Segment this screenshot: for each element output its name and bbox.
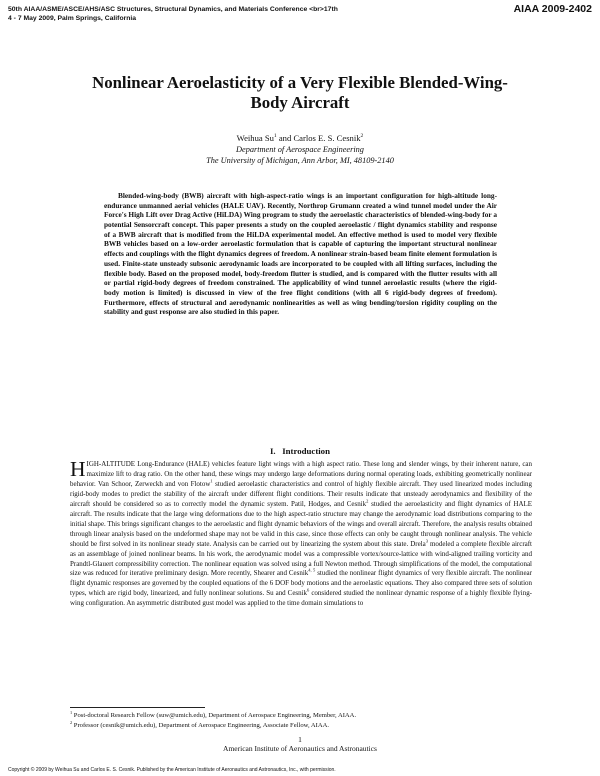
text-run: studied the nonlinear flight dynamics of very flexible aircraft. The nonlinear flight dynamic responses are governed by the coupled equations of the 6 DOF body motions and the aeroelastic equations. They also compared three sets of solution types, which are rigid body, linearized, and fully nonlinear solutions. Su and Cesnik [70, 569, 532, 598]
author-name: Carlos E. S. Cesnik [293, 133, 361, 143]
department: Department of Aerospace Engineering [236, 145, 364, 154]
footnote-mark: 1 [273, 133, 277, 140]
citation-mark: 1 [210, 478, 213, 484]
section-heading [72, 446, 528, 456]
text-run: studied aeroelastic characteristics and control of highly flexible aircraft. They used linearized modes including rigid-body modes to predict the stability of the aircraft under different flight conditions. Their results indicate that unsteady aerodynamics and flexibility of the aircraft should be considered so as to correctly model the dynamic system. Patil, Hodges, and Cesnik [70, 479, 532, 508]
section-title: Introduction [282, 446, 330, 456]
author-list [100, 133, 500, 144]
title-line: Nonlinear Aeroelasticity of a Very Flexible Blended-Wing- [92, 73, 508, 92]
citation-mark: 6 [307, 588, 310, 594]
conference-name: 50th AIAA/ASME/ASCE/AHS/ASC Structures, Structural Dynamics, and Materials Conference <br>17th [8, 6, 338, 13]
affiliation [100, 145, 500, 166]
footnote [70, 709, 532, 720]
footnote-mark: 1 [70, 709, 73, 715]
footnote-text: Post-doctoral Research Fellow (suw@umich.edu), Department of Aerospace Engineering, Member, AIAA. [72, 712, 357, 719]
footnote-mark: 2 [360, 133, 364, 140]
university: The University of Michigan, Ann Arbor, MI, 48109-2140 [206, 155, 394, 165]
section-number: I. [270, 446, 276, 456]
intro-paragraph [70, 457, 532, 609]
institute-footer: American Institute of Aeronautics and Astronautics [223, 744, 377, 753]
drop-cap: H [70, 457, 86, 481]
footnote-text: Professor (cesnik@umich.edu), Department of Aerospace Engineering, Associate Fellow, AIAA. [72, 722, 330, 729]
footnote-mark: 2 [70, 719, 73, 725]
text-run: IGH-ALTITUDE Long-Endurance (HALE) vehicles feature light wings with a high aspect ratio. These long and slender wings, by their inherent nature, can maximize lift to drag ratio. On the other hand, these wings may undergo large deformations during normal operating loads, exhibiting geometrically nonlinear behavior. Van Schoor, Zerweckh and von Flotow [70, 460, 532, 488]
author-joiner: and [276, 133, 294, 143]
author-name: Weihua Su [236, 133, 274, 143]
paper-id: AIAA 2009-2402 [513, 3, 592, 15]
copyright-notice: Copyright © 2009 by Weihua Su and Carlos E. S. Cesnik. Published by the American Institute of Aeronautics and Astronautics, Inc., with permission. [8, 767, 336, 773]
abstract: Blended-wing-body (BWB) aircraft with high-aspect-ratio wings is an important configuration for high-altitude long-endurance unmanned aerial vehicles (HALE UAV). Recently, Northrop Grumann created a wind tunnel model under the Air Force's High Lift over Drag Active (HiLDA) Wing program to study the aeroelastic characteristics of blended-wing-body for a potential Sensorcraft concept. This paper presents a study on the coupled aeroelastic / flight dynamics stability and response of a BWB aircraft that is modified from the HiLDA experimental model. An effective method is used to model very flexible BWB vehicles based on a low-order aeroelastic formulation that is capable of capturing the important structural nonlinear effects and couplings with the flight dynamics degrees of freedom. A nonlinear strain-based beam finite element formulation is used. Finite-state unsteady subsonic aerodynamic loads are incorporated to be coupled with all lifting surfaces, including the flexible body. Based on the proposed model, body-freedom flutter is studied, and is compared with the flutter results with all or partial rigid-body degrees of freedom constrained. The applicability of wind tunnel aeroelastic results (where the rigid-body motion is limited) is discussed in view of the free flight conditions (with all 6 rigid-body degrees of freedom). Furthermore, effects of structural and aerodynamic nonlinearities as well as wing bending/torsion rigidity coupling on the stability and gust response are also studied in this paper. [104, 191, 497, 317]
citation-mark: 3 [425, 538, 428, 544]
text-run: considered studied the nonlinear dynamic response of a highly flexible flying-wing configuration. An asymmetric distributed gust model was applied to the time domain simulations to [70, 589, 532, 608]
citation-mark: 4, 5 [308, 568, 316, 574]
title-line: Body Aircraft [250, 93, 350, 112]
text-run: modeled a complete flexible aircraft as an assemblage of joined nonlinear beams. In his work, the aerodynamic model was a compressible vortex/source-lattice with wind-aligned trailing vorticity and Prandtl-Glauert compressibility correction. The nonlinear equation was solved using a full Newton method. Through simplifications of the model, the computational size was reduced for iterative preliminary design. More recently, Shearer and Cesnik [70, 539, 532, 578]
citation-mark: 2 [366, 498, 369, 504]
conference-header [8, 6, 478, 23]
paper-title [60, 73, 540, 113]
page-number: 1 [298, 735, 302, 744]
footnote [70, 719, 532, 730]
conference-dates: 4 - 7 May 2009, Palm Springs, California [8, 14, 137, 22]
footnote-divider [70, 707, 205, 708]
text-run: studied the aeroelasticity and flight dynamics of HALE aircraft. The results indicate that the large wing deformations due to the high aspect-ratio structure may change the aerodynamic load distributions comparing to the initial shape. This brings significant changes to the aeroelastic and flight dynamic behaviors of the wings and overall aircraft. Therefore, the analysis results obtained through linear analysis based on the undeformed shape may not be valid in this case, since those effects can only be caught through nonlinear analysis. The vehicle should be first solved in its nonlinear steady state. Analysis can be carried out by linearizing the system about this state. Drela [70, 499, 532, 548]
